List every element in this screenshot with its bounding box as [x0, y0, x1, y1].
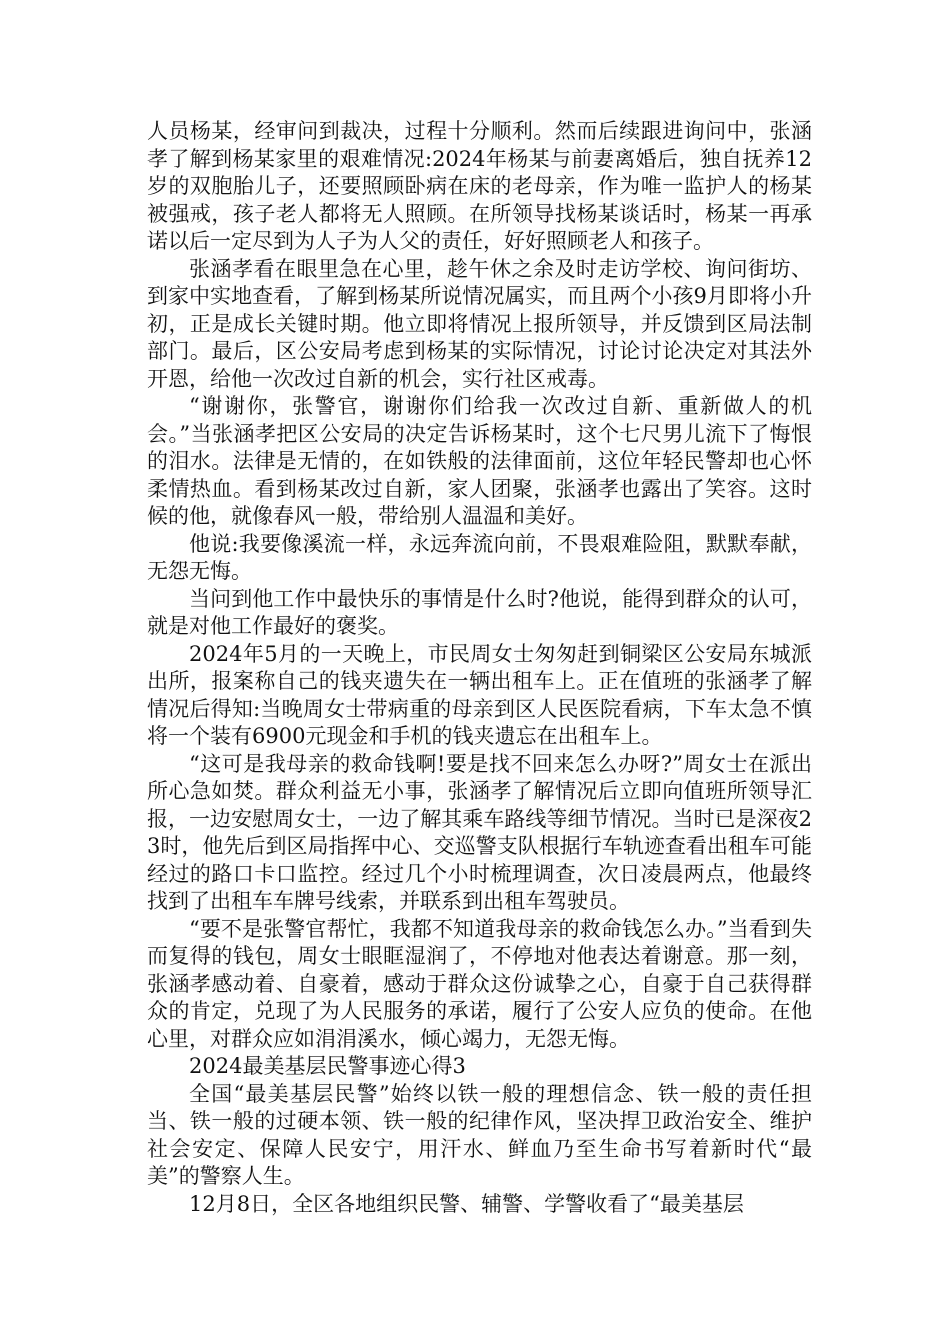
paragraph: “要不是张警官帮忙，我都不知道我母亲的救命钱怎么办。”当看到失而复得的钱包，周女士眼眶湿润了，不停地对他表达着谢意。那一刻，张涵孝感动着、自豪着，感动于群众这份诚挚之心，自豪于自己获得群众的肯定，兑现了为人民服务的承诺，履行了公安人应负的使命。在他心里，对群众应如涓涓溪水，倾心竭力，无怨无悔。 — [147, 916, 812, 1051]
paragraph: 12月8日，全区各地组织民警、辅警、学警收看了“最美基层 — [189, 1191, 744, 1216]
section-heading: 2024最美基层民警事迹心得3 — [189, 1054, 466, 1078]
paragraph: 他说:我要像溪流一样，永远奔流向前，不畏艰难险阻，默默奉献，无怨无悔。 — [147, 531, 812, 583]
paragraph: 张涵孝看在眼里急在心里，趁午休之余及时走访学校、询问街坊、到家中实地查看，了解到杨某所说情况属实，而且两个小孩9月即将小升初，正是成长关键时期。他立即将情况上报所领导，并反馈到区局法制部门。最后，区公安局考虑到杨某的实际情况，讨论讨论决定对其法外开恩，给他一次改过自新的机会，实行社区戒毒。 — [147, 256, 812, 391]
document-body — [147, 118, 812, 1218]
paragraph: “谢谢你，张警官，谢谢你们给我一次改过自新、重新做人的机会。”当张涵孝把区公安局的决定告诉杨某时，这个七尺男儿流下了悔恨的泪水。法律是无情的，在如铁般的法律面前，这位年轻民警却也心怀柔情热血。看到杨某改过自新，家人团聚，张涵孝也露出了笑容。这时候的他，就像春风一般，带给别人温温和美好。 — [147, 394, 812, 528]
paragraph: 当问到他工作中最快乐的事情是什么时?他说，能得到群众的认可，就是对他工作最好的褒奖。 — [147, 586, 812, 638]
paragraph-continuation: 人员杨某，经审问到裁决，过程十分顺利。然而后续跟进询问中，张涵孝了解到杨某家里的艰难情况:2024年杨某与前妻离婚后，独自抚养12岁的双胞胎儿子，还要照顾卧病在床的老母亲，作为唯一监护人的杨某被强戒，孩子老人都将无人照顾。在所领导找杨某谈话时，杨某一再承诺以后一定尽到为人子为人父的责任，好好照顾老人和孩子。 — [147, 119, 812, 253]
paragraph: “这可是我母亲的救命钱啊!要是找不回来怎么办呀?”周女士在派出所心急如焚。群众利益无小事，张涵孝了解情况后立即向值班所领导汇报，一边安慰周女士，一边了解其乘车路线等细节情况。当时已是深夜23时，他先后到区局指挥中心、交巡警支队根据行车轨迹查看出租车可能经过的路口卡口监控。经过几个小时梳理调查，次日凌晨两点，他最终找到了出租车车牌号线索，并联系到出租车驾驶员。 — [147, 751, 812, 913]
paragraph: 2024年5月的一天晚上，市民周女士匆匆赶到铜梁区公安局东城派出所，报案称自己的钱夹遗失在一辆出租车上。正在值班的张涵孝了解情况后得知:当晚周女士带病重的母亲到区人民医院看病，下车太急不慎将一个装有6900元现金和手机的钱夹遗忘在出租车上。 — [147, 641, 812, 748]
paragraph: 全国“最美基层民警”始终以铁一般的理想信念、铁一般的责任担当、铁一般的过硬本领、铁一般的纪律作风，坚决捍卫政治安全、维护社会安定、保障人民安宁，用汗水、鲜血乃至生命书写着新时代“最美”的警察人生。 — [147, 1081, 812, 1188]
